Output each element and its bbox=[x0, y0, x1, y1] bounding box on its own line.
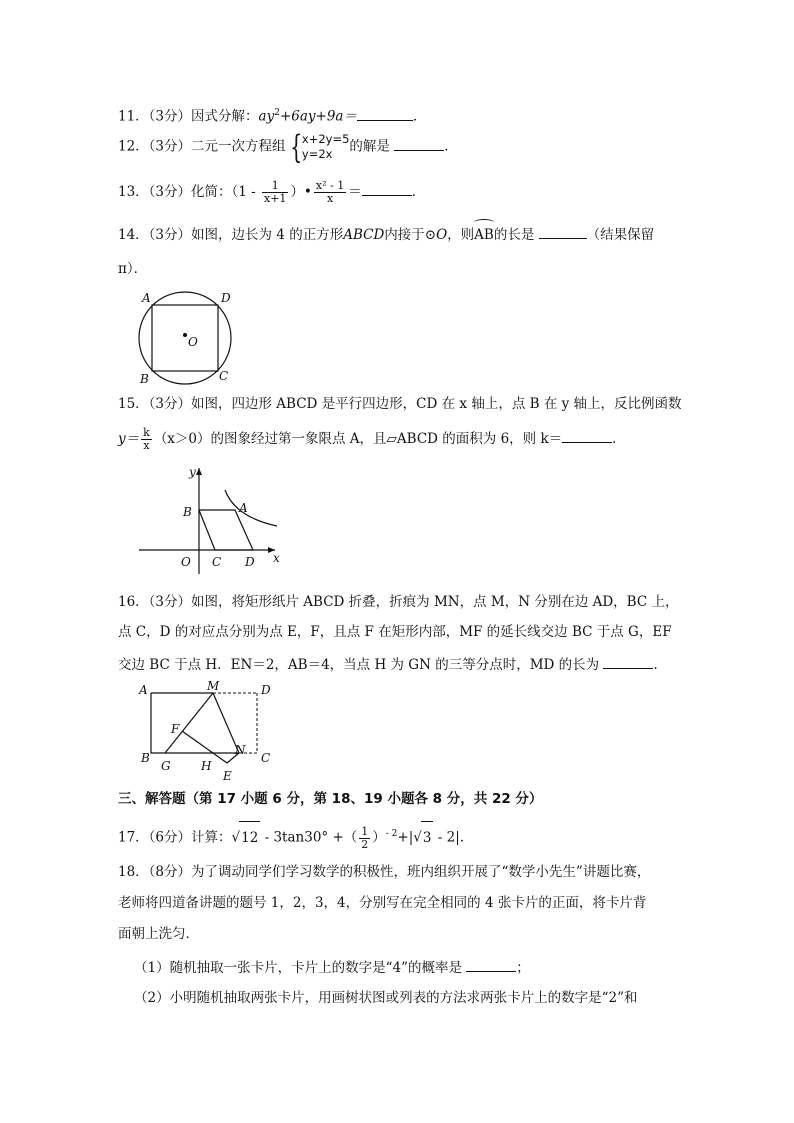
question-18 bbox=[118, 862, 650, 882]
q17-paren: ） bbox=[372, 829, 386, 846]
fraction bbox=[359, 826, 370, 851]
q14-text-e: （结果保留 bbox=[586, 227, 655, 243]
denominator: x+1 bbox=[264, 192, 287, 205]
q15-text-line1: 15．（3分）如图，四边形 ABCD 是平行四边形，CD 在 x 轴上，点 B 在 y 轴上，反比例函数 bbox=[118, 396, 682, 412]
question-16-line-3 bbox=[118, 654, 667, 675]
y-axis-arrow-icon bbox=[196, 468, 202, 475]
equation-2: y=2x bbox=[301, 147, 333, 161]
equation-system bbox=[302, 132, 350, 162]
q18-text-line2: 老师将四道备讲题的题号 1，2，3，4，分别写在完全相同的 4 张卡片的正面，将卡片背 bbox=[118, 895, 647, 911]
answer-blank bbox=[539, 224, 587, 239]
q16-end: ． bbox=[653, 657, 667, 673]
arc-icon bbox=[474, 219, 494, 226]
label-c: C bbox=[219, 369, 229, 383]
label-b: B bbox=[183, 505, 192, 519]
q11-label: 11．（3分）因式分解： bbox=[118, 108, 259, 125]
q17-rest: +| bbox=[397, 829, 414, 846]
q14-text-line2: π）． bbox=[118, 261, 148, 277]
answer-blank bbox=[357, 106, 413, 121]
q15-y: y＝ bbox=[118, 431, 140, 447]
question-17 bbox=[118, 818, 464, 854]
answer-blank bbox=[466, 957, 516, 972]
q13-label: 13．（3分）化简：（1 - bbox=[118, 184, 261, 200]
sqrt-icon: √ bbox=[231, 829, 241, 846]
answer-blank bbox=[603, 654, 653, 669]
brace-icon: { bbox=[289, 128, 302, 166]
q14-text-d: 的长是 bbox=[493, 227, 535, 243]
q14-text-a: 14．（3分）如图，边长为 4 的正方形 bbox=[118, 227, 344, 243]
square-shape bbox=[152, 305, 218, 371]
q12-text: 的解是 bbox=[349, 138, 390, 155]
answer-blank bbox=[394, 136, 444, 151]
label-o: O bbox=[181, 555, 191, 569]
q11-expr: ay bbox=[258, 108, 275, 125]
figure-folded-rectangle bbox=[135, 678, 285, 788]
question-18-sub-1 bbox=[134, 957, 530, 978]
arc-label: AB bbox=[474, 227, 494, 243]
denominator: 2 bbox=[361, 837, 369, 851]
label-b: B bbox=[140, 372, 149, 386]
q11-sup: 2 bbox=[274, 108, 280, 118]
numerator: x² - 1 bbox=[315, 179, 345, 192]
q16-text-line1: 16．（3分）如图，将矩形纸片 ABCD 折叠，折痕为 MN，点 M，N 分别在边 AD，BC 上， bbox=[118, 594, 679, 610]
question-18-sub-2 bbox=[134, 988, 637, 1008]
label-d: D bbox=[261, 683, 271, 697]
q14-text-c: ，则 bbox=[447, 227, 475, 243]
question-18-line-2 bbox=[118, 893, 646, 913]
label-a: A bbox=[239, 501, 248, 515]
center-dot bbox=[183, 333, 187, 337]
label-g: G bbox=[161, 759, 171, 773]
q18-sub1-end: ； bbox=[516, 960, 530, 976]
question-13 bbox=[118, 174, 425, 210]
label-c: C bbox=[261, 751, 271, 765]
parallelogram-shape bbox=[199, 510, 253, 550]
sqrt-icon: √ bbox=[413, 829, 422, 846]
numerator: 1 bbox=[262, 180, 288, 193]
fraction bbox=[314, 180, 346, 205]
hyperbola-curve bbox=[225, 490, 277, 526]
fraction bbox=[141, 427, 152, 452]
question-16-line-2 bbox=[118, 622, 672, 642]
q17-end: - 2|. bbox=[433, 829, 465, 846]
q17-mid: - 3tan30° +（ bbox=[260, 829, 358, 846]
q13-end: ． bbox=[411, 184, 426, 200]
label-b: B bbox=[141, 751, 150, 765]
question-14 bbox=[118, 224, 654, 245]
q18-text-line1: 18．（8分）为了调动同学们学习数学的积极性，班内组织开展了“数学小先生”讲题比赛， bbox=[118, 864, 651, 880]
q11-rest: +6ay+9a＝ bbox=[279, 108, 357, 125]
question-15 bbox=[118, 394, 682, 414]
answer-blank bbox=[562, 428, 612, 443]
label-f: F bbox=[171, 722, 180, 736]
label-d: D bbox=[245, 555, 255, 569]
circle-shape bbox=[139, 292, 231, 384]
question-14-line-2 bbox=[118, 259, 147, 279]
sqrt-12: 12 bbox=[239, 821, 260, 854]
arc-ab bbox=[474, 225, 494, 245]
numerator: k bbox=[143, 426, 150, 439]
label-a: A bbox=[139, 683, 148, 697]
q13-mid: ）• bbox=[290, 184, 312, 200]
q12-label: 12．（3分）二元一次方程组 bbox=[118, 138, 286, 155]
numerator: 1 bbox=[361, 824, 369, 838]
equation-1: x+2y=5 bbox=[301, 132, 350, 146]
question-18-line-3 bbox=[118, 924, 199, 944]
q16-text-line2: 点 C，D 的对应点分别为点 E，F，且点 F 在矩形内部，MF 的延长线交边 BC 于点 G，EF bbox=[118, 624, 672, 640]
question-15-line-2 bbox=[118, 424, 626, 454]
q17-label: 17．（6分）计算： bbox=[118, 829, 232, 846]
label-n: N bbox=[235, 743, 246, 757]
label-y: y bbox=[189, 465, 196, 479]
label-e: E bbox=[223, 769, 232, 783]
q17-exponent: - 2 bbox=[385, 829, 398, 839]
label-h: H bbox=[201, 759, 212, 773]
fraction bbox=[262, 180, 288, 205]
answer-blank bbox=[362, 181, 412, 196]
q18-sub1-text: （1）随机抽取一张卡片，卡片上的数字是“4”的概率是 bbox=[134, 960, 462, 976]
label-m: M bbox=[207, 679, 220, 693]
denominator: x bbox=[326, 192, 334, 205]
figure-circle-square bbox=[130, 288, 250, 388]
question-12 bbox=[118, 128, 458, 166]
q18-text-line3: 面朝上洗匀． bbox=[118, 926, 199, 942]
label-x: x bbox=[273, 551, 280, 565]
figure-parallelogram bbox=[135, 462, 295, 582]
question-16 bbox=[118, 592, 678, 612]
q12-end: ． bbox=[444, 138, 458, 155]
label-a: A bbox=[142, 291, 151, 305]
q11-end: ． bbox=[412, 108, 427, 125]
question-11 bbox=[118, 103, 426, 127]
q15-text-line2: （x＞0）的图象经过第一象限点 A，且▱ABCD 的面积为 6，则 k＝ bbox=[153, 431, 563, 447]
q14-abcd: ABCD bbox=[343, 227, 385, 243]
q18-sub2-text: （2）小明随机抽取两张卡片，用画树状图或列表的方法求两张卡片上的数字是“2”和 bbox=[134, 990, 638, 1006]
label-d: D bbox=[221, 291, 231, 305]
q13-equals: ＝ bbox=[348, 184, 362, 200]
denominator: x bbox=[143, 439, 150, 452]
section-heading: 三、解答题（第 17 小题 6 分，第 18、19 小题各 8 分，共 22 分） bbox=[118, 791, 543, 807]
q15-end: ． bbox=[612, 431, 626, 447]
q14-text-b: 内接于⊙ bbox=[384, 227, 437, 243]
sqrt-3: 3 bbox=[421, 821, 434, 854]
q14-o: O bbox=[436, 227, 448, 243]
q16-text-line3: 交边 BC 于点 H．EN＝2，AB＝4，当点 H 为 GN 的三等分点时，MD 的长为 bbox=[118, 657, 600, 673]
rectangle-solid-edges bbox=[151, 693, 239, 753]
label-o: O bbox=[188, 335, 198, 349]
label-c: C bbox=[212, 555, 222, 569]
